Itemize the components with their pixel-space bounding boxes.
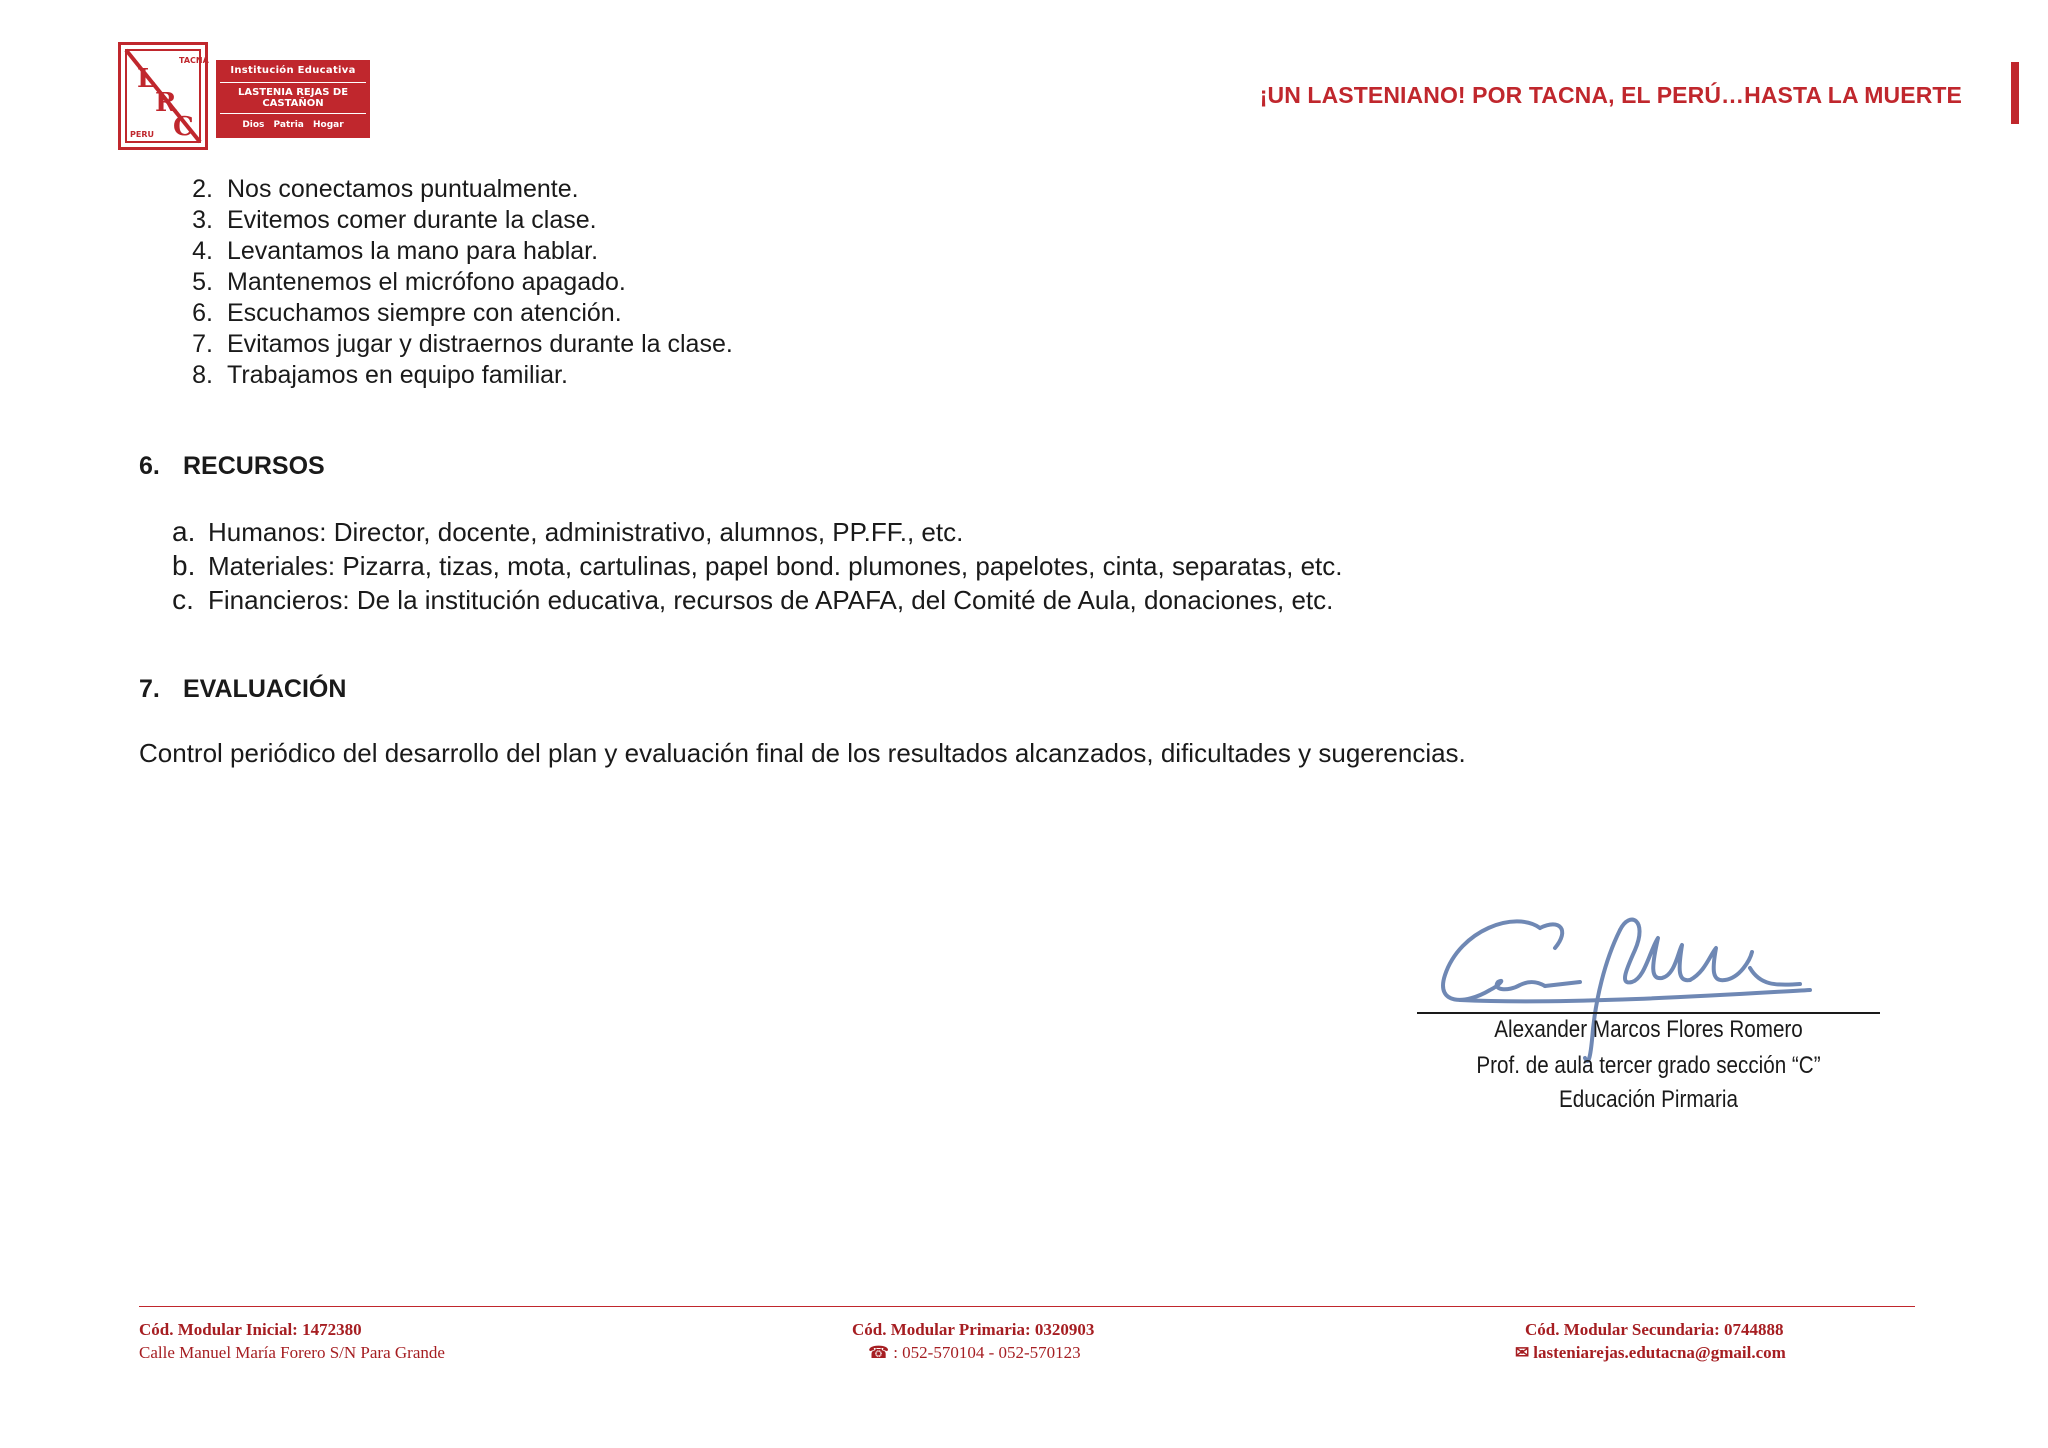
section-number: 6. bbox=[139, 452, 160, 480]
section-heading-evaluation bbox=[139, 675, 346, 704]
list-item-text: Financieros: De la institución educativa, recursos de APAFA, del Comité de Aula, donaciones, etc. bbox=[208, 585, 1334, 615]
crest-bottom-text: PERU bbox=[130, 130, 154, 139]
list-item-number: 8. bbox=[192, 361, 213, 389]
list-item-text: Humanos: Director, docente, administrativo, alumnos, PP.FF., etc. bbox=[208, 517, 964, 547]
footer-email-address[interactable]: lasteniarejas.edutacna@gmail.com bbox=[1533, 1343, 1786, 1362]
crest-emblem bbox=[118, 42, 208, 150]
list-item-text: Escuchamos siempre con atención. bbox=[227, 299, 622, 327]
norms-list bbox=[170, 174, 733, 391]
footer-address: Calle Manuel María Forero S/N Para Grande bbox=[139, 1343, 445, 1362]
signer-role: Prof. de aula tercer grado sección “C” bbox=[1476, 1052, 1821, 1079]
list-item-text: Evitamos jugar y distraernos durante la clase. bbox=[227, 330, 733, 358]
list-item-letter: b. bbox=[172, 550, 196, 581]
footer-phone bbox=[868, 1343, 1081, 1363]
signature-line bbox=[1417, 1012, 1880, 1014]
list-item-text: Levantamos la mano para hablar. bbox=[227, 237, 599, 265]
logo-banner bbox=[216, 60, 370, 138]
signer-name: Alexander Marcos Flores Romero bbox=[1494, 1016, 1803, 1043]
footer-phone-numbers: : 052-570104 - 052-570123 bbox=[893, 1343, 1081, 1362]
footer-inicial-code: Cód. Modular Inicial: 1472380 bbox=[139, 1320, 362, 1339]
list-item-letter: a. bbox=[172, 516, 196, 547]
header-motto: ¡UN LASTENIANO! POR TACNA, EL PERÚ…HASTA LA MUERTE bbox=[1259, 82, 1962, 108]
section-heading-resources bbox=[139, 452, 325, 481]
evaluation-paragraph: Control periódico del desarrollo del plan y evaluación final de los resultados alcanzados, dificultades y sugerencias. bbox=[139, 738, 1466, 768]
list-item bbox=[170, 360, 733, 391]
banner-slogan: Dios Patria Hogar bbox=[242, 120, 344, 130]
list-item bbox=[170, 205, 733, 236]
list-item-number: 2. bbox=[192, 175, 213, 203]
list-item-number: 5. bbox=[192, 268, 213, 296]
list-item-text: Materiales: Pizarra, tizas, mota, cartulinas, papel bond. plumones, papelotes, cinta, separatas, etc. bbox=[208, 551, 1343, 581]
section-title: RECURSOS bbox=[183, 452, 325, 480]
list-item bbox=[170, 329, 733, 360]
list-item-text: Trabajamos en equipo familiar. bbox=[227, 361, 568, 389]
list-item bbox=[170, 236, 733, 267]
list-item-text: Mantenemos el micrófono apagado. bbox=[227, 268, 626, 296]
list-item-number: 7. bbox=[192, 330, 213, 358]
header-accent-bar bbox=[2011, 62, 2019, 124]
list-item bbox=[172, 583, 1342, 617]
section-number: 7. bbox=[139, 675, 160, 703]
list-item-number: 6. bbox=[192, 299, 213, 327]
footer-email[interactable] bbox=[1515, 1343, 1786, 1363]
crest-top-text: TACNA bbox=[179, 56, 209, 65]
list-item bbox=[170, 267, 733, 298]
phone-icon: ☎ bbox=[868, 1343, 890, 1362]
list-item bbox=[172, 515, 1342, 549]
school-logo bbox=[118, 42, 370, 152]
crest-letter-r: R bbox=[155, 88, 177, 118]
footer-secundaria-code: Cód. Modular Secundaria: 0744888 bbox=[1525, 1320, 1784, 1339]
banner-institution: Institución Educativa bbox=[230, 65, 356, 76]
resources-list bbox=[172, 515, 1342, 617]
section-title: EVALUACIÓN bbox=[183, 675, 347, 703]
footer-primaria-code: Cód. Modular Primaria: 0320903 bbox=[852, 1320, 1095, 1339]
list-item-text: Nos conectamos puntualmente. bbox=[227, 175, 579, 203]
list-item-letter: c. bbox=[172, 584, 194, 615]
list-item-text: Evitemos comer durante la clase. bbox=[227, 206, 597, 234]
list-item-number: 3. bbox=[192, 206, 213, 234]
list-item bbox=[172, 549, 1342, 583]
envelope-icon: ✉ bbox=[1515, 1343, 1530, 1362]
list-item bbox=[170, 298, 733, 329]
list-item bbox=[170, 174, 733, 205]
banner-school-name: LASTENIA REJAS DE CASTAÑON bbox=[220, 82, 366, 114]
signer-department: Educación Pirmaria bbox=[1559, 1086, 1738, 1113]
crest-letter-l: L bbox=[137, 64, 156, 94]
footer-divider bbox=[139, 1306, 1915, 1307]
crest-letter-c: C bbox=[173, 112, 194, 142]
list-item-number: 4. bbox=[192, 237, 213, 265]
